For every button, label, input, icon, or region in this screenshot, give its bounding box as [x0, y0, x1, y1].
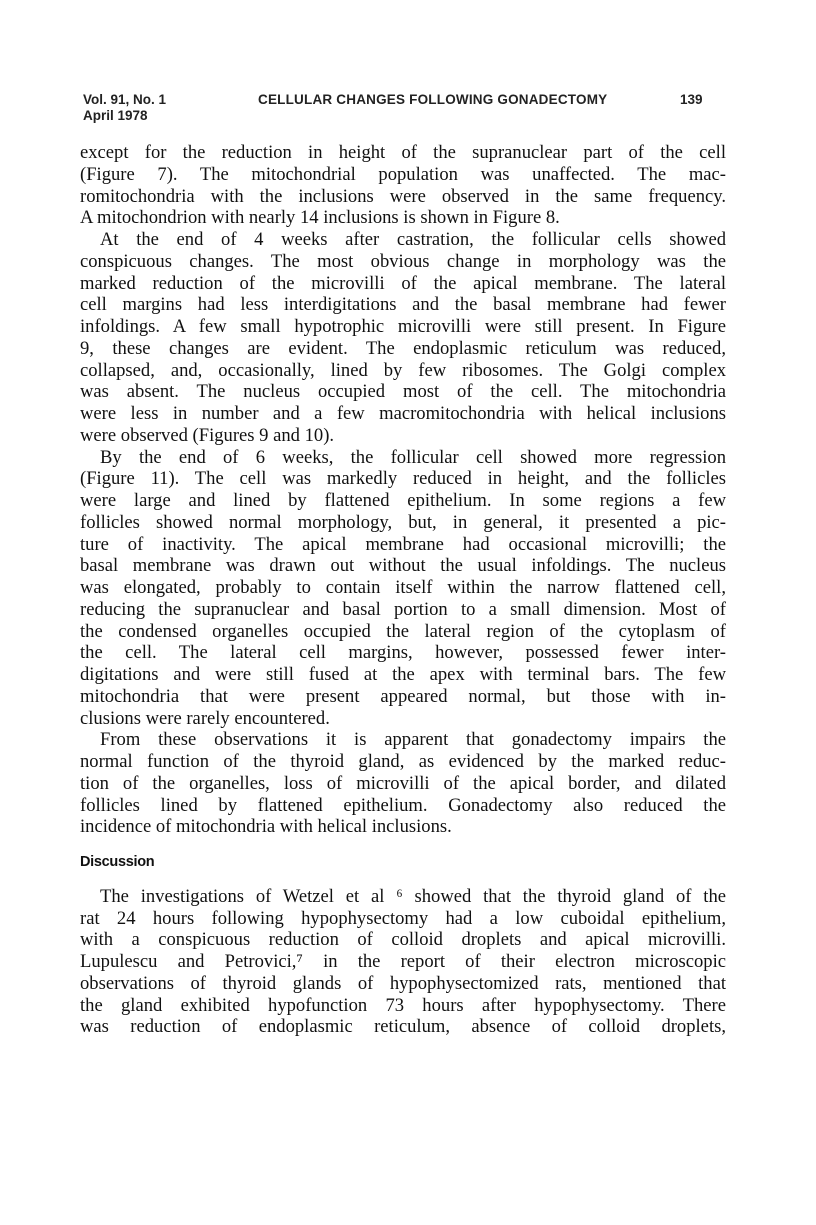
text-line: 9, these changes are evident. The endoplasmic reticulum was reduced,	[80, 337, 726, 359]
text-line: ture of inactivity. The apical membrane had occasional microvilli; the	[80, 533, 726, 555]
text-line: The investigations of Wetzel et al ⁶ showed that the thyroid gland of the	[100, 885, 726, 907]
text-line: tion of the organelles, loss of microvilli of the apical border, and dilated	[80, 772, 726, 794]
text-line: incidence of mitochondria with helical inclusions.	[80, 816, 452, 838]
text-line: rat 24 hours following hypophysectomy had a low cuboidal epithelium,	[80, 907, 726, 929]
text-line: cell margins had less interdigitations and the basal membrane had fewer	[80, 294, 726, 316]
section-heading: Discussion	[80, 854, 155, 870]
text-line: marked reduction of the microvilli of the apical membrane. The lateral	[80, 272, 726, 294]
journal-volume-issue	[83, 92, 166, 124]
text-line: By the end of 6 weeks, the follicular cell showed more regression	[100, 446, 726, 468]
text-line: the gland exhibited hypofunction 73 hours after hypophysectomy. There	[80, 994, 726, 1016]
text-line: infoldings. A few small hypotrophic microvilli were still present. In Figure	[80, 316, 726, 337]
text-line: the condensed organelles occupied the lateral region of the cytoplasm of	[80, 620, 726, 642]
text-line: (Figure 11). The cell was markedly reduced in height, and the follicles	[80, 468, 726, 490]
text-line: normal function of the thyroid gland, as evidenced by the marked reduc-	[80, 751, 726, 772]
text-line: romitochondria with the inclusions were observed in the same frequency.	[80, 185, 726, 207]
text-line: From these observations it is apparent that gonadectomy impairs the	[100, 729, 726, 751]
text-line: reducing the supranuclear and basal portion to a small dimension. Most of	[80, 598, 726, 620]
text-line: conspicuous changes. The most obvious change in morphology was the	[80, 250, 726, 272]
text-line: (Figure 7). The mitochondrial population was unaffected. The mac-	[80, 163, 726, 185]
paragraph	[80, 229, 726, 447]
text-line: was elongated, probably to contain itself within the narrow flattened cell,	[80, 577, 726, 598]
text-line: At the end of 4 weeks after castration, the follicular cells showed	[100, 229, 726, 250]
text-line: with a conspicuous reduction of colloid droplets and apical microvilli.	[80, 929, 726, 951]
text-line: were large and lined by flattened epithelium. In some regions a few	[80, 490, 726, 511]
paragraph	[80, 142, 726, 229]
text-line: follicles showed normal morphology, but, in general, it presented a pic-	[80, 511, 726, 533]
text-line: digitations and were still fused at the apex with terminal bars. The few	[80, 664, 726, 685]
text-line: were observed (Figures 9 and 10).	[80, 424, 335, 446]
text-line: A mitochondrion with nearly 14 inclusions is shown in Figure 8.	[80, 207, 560, 229]
text-line: was reduction of endoplasmic reticulum, absence of colloid droplets,	[80, 1016, 726, 1038]
text-line: except for the reduction in height of the supranuclear part of the cell	[80, 142, 726, 163]
text-line: observations of thyroid glands of hypophysectomized rats, mentioned that	[80, 972, 726, 994]
page-number: 139	[680, 92, 703, 107]
running-title: CELLULAR CHANGES FOLLOWING GONADECTOMY	[258, 92, 608, 107]
text-line: Lupulescu and Petrovici,⁷ in the report of their electron microscopic	[80, 951, 726, 972]
issue-date: April 1978	[83, 108, 148, 123]
article-body	[80, 142, 726, 1038]
text-line: basal membrane was drawn out without the usual infoldings. The nucleus	[80, 555, 726, 577]
text-line: clusions were rarely encountered.	[80, 707, 330, 729]
text-line: collapsed, and, occasionally, lined by few ribosomes. The Golgi complex	[80, 359, 726, 381]
text-line: the cell. The lateral cell margins, however, possessed fewer inter-	[80, 642, 726, 664]
text-line: follicles lined by flattened epithelium. Gonadectomy also reduced the	[80, 794, 726, 816]
paragraph	[80, 886, 726, 1038]
text-line: was absent. The nucleus occupied most of the cell. The mitochondria	[80, 381, 726, 403]
volume-label: Vol. 91, No. 1	[83, 92, 167, 107]
text-line: were less in number and a few macromitochondria with helical inclusions	[80, 403, 726, 424]
paragraph	[80, 447, 726, 730]
text-line: mitochondria that were present appeared normal, but those with in-	[80, 685, 726, 707]
paragraph	[80, 729, 726, 838]
